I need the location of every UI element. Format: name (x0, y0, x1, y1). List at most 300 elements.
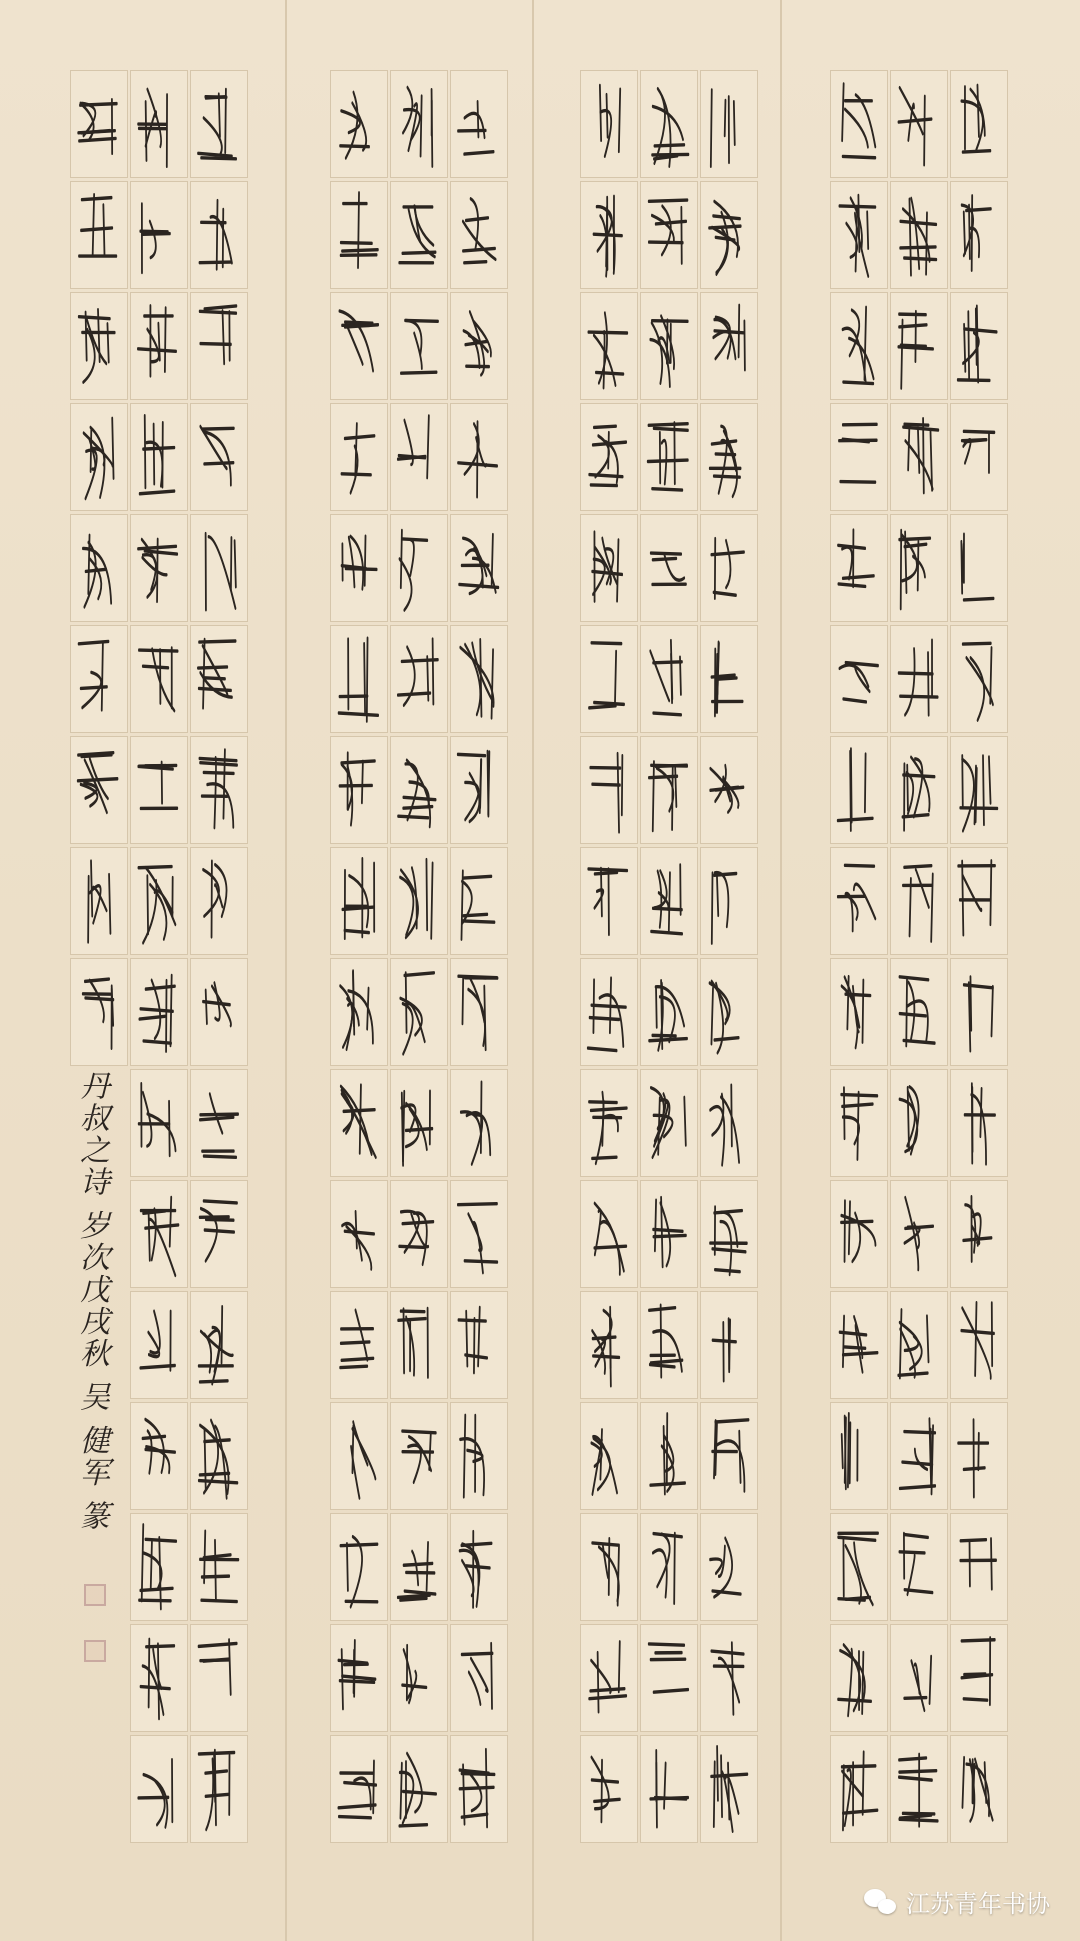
glyph-cell (830, 1513, 888, 1621)
glyph-cell (190, 847, 248, 955)
seal-script-character (951, 848, 1007, 954)
seal-script-character (831, 71, 887, 177)
glyph-cell (130, 181, 188, 289)
glyph-cell (450, 1069, 508, 1177)
glyph-cell (130, 847, 188, 955)
seal-script-character (701, 1625, 757, 1731)
seal-script-character (331, 293, 387, 399)
seal-script-character (451, 1736, 507, 1842)
glyph-cell (450, 1735, 508, 1843)
seal-script-character (131, 1292, 187, 1398)
seal-script-character (641, 1181, 697, 1287)
seal-script-character (891, 959, 947, 1065)
glyph-cell (330, 625, 388, 733)
glyph-cell (700, 70, 758, 178)
seal-script-character (831, 1292, 887, 1398)
seal-script-character (391, 515, 447, 621)
seal-script-character (391, 1514, 447, 1620)
glyph-cell (640, 625, 698, 733)
glyph-cell (890, 625, 948, 733)
glyph-cell (450, 1402, 508, 1510)
glyph-cell (890, 736, 948, 844)
glyph-cell (450, 1513, 508, 1621)
glyph-cell (830, 514, 888, 622)
glyph-cell (330, 70, 388, 178)
seal-script-character (641, 737, 697, 843)
seal-script-character (191, 1292, 247, 1398)
glyph-cell (700, 403, 758, 511)
glyph-cell (70, 181, 128, 289)
seal-script-character (581, 1403, 637, 1509)
seal-script-character (71, 737, 127, 843)
glyph-cell (580, 403, 638, 511)
seal-script-character (71, 293, 127, 399)
seal-script-character (831, 848, 887, 954)
artist-inscription: 丹叔之诗 岁次戊戌秋 吴 健军 篆 (74, 1070, 109, 1533)
glyph-cell (450, 403, 508, 511)
seal-script-character (831, 1514, 887, 1620)
seal-script-character (71, 626, 127, 732)
seal-script-character (331, 1070, 387, 1176)
glyph-cell (700, 1069, 758, 1177)
glyph-cell (890, 181, 948, 289)
seal-script-character (131, 404, 187, 510)
seal-script-character (451, 1514, 507, 1620)
glyph-cell (640, 1624, 698, 1732)
seal-script-character (131, 515, 187, 621)
seal-script-character (391, 182, 447, 288)
seal-script-character (391, 1181, 447, 1287)
seal-script-character (831, 404, 887, 510)
glyph-cell (130, 1513, 188, 1621)
seal-script-character (581, 848, 637, 954)
seal-script-character (391, 1625, 447, 1731)
seal-script-character (71, 848, 127, 954)
seal-script-character (451, 1292, 507, 1398)
glyph-cell (830, 1735, 888, 1843)
seal-script-character (131, 1403, 187, 1509)
seal-script-character (191, 1514, 247, 1620)
glyph-cell (890, 1180, 948, 1288)
glyph-cell (130, 736, 188, 844)
glyph-cell (450, 514, 508, 622)
glyph-cell (580, 1069, 638, 1177)
glyph-cell (580, 292, 638, 400)
glyph-cell (700, 181, 758, 289)
seal-script-character (891, 1403, 947, 1509)
seal-script-character (641, 1625, 697, 1731)
glyph-cell (70, 70, 128, 178)
seal-script-character (191, 959, 247, 1065)
seal-script-character (191, 848, 247, 954)
glyph-cell (130, 958, 188, 1066)
seal-script-character (391, 1736, 447, 1842)
glyph-cell (70, 514, 128, 622)
glyph-cell (190, 1402, 248, 1510)
glyph-cell (640, 292, 698, 400)
glyph-cell (890, 292, 948, 400)
seal-script-character (641, 1736, 697, 1842)
glyph-cell (190, 403, 248, 511)
seal-script-character (71, 404, 127, 510)
seal-script-character (831, 293, 887, 399)
seal-script-character (131, 1070, 187, 1176)
glyph-cell (330, 1735, 388, 1843)
glyph-cell (950, 625, 1008, 733)
seal-script-character (71, 959, 127, 1065)
glyph-cell (70, 403, 128, 511)
seal-script-character (641, 1403, 697, 1509)
seal-script-character (641, 959, 697, 1065)
glyph-cell (580, 847, 638, 955)
glyph-cell (390, 1402, 448, 1510)
seal-script-character (701, 959, 757, 1065)
seal-script-character (581, 1070, 637, 1176)
glyph-cell (130, 1402, 188, 1510)
seal-script-character (191, 1736, 247, 1842)
seal-script-character (951, 1070, 1007, 1176)
seal-script-character (641, 182, 697, 288)
glyph-cell (450, 958, 508, 1066)
glyph-cell (390, 847, 448, 955)
glyph-cell (640, 1513, 698, 1621)
watermark-text: 江苏青年书协 (906, 1890, 1050, 1918)
seal-script-character (391, 404, 447, 510)
glyph-cell (70, 625, 128, 733)
seal-script-character (451, 1070, 507, 1176)
glyph-cell (450, 70, 508, 178)
glyph-cell (950, 292, 1008, 400)
seal-script-character (581, 959, 637, 1065)
seal-script-character (451, 1403, 507, 1509)
glyph-cell (950, 1180, 1008, 1288)
seal-script-character (641, 1070, 697, 1176)
seal-script-character (701, 515, 757, 621)
seal-script-character (701, 1403, 757, 1509)
seal-script-character (701, 1292, 757, 1398)
glyph-cell (390, 1735, 448, 1843)
glyph-cell (450, 1291, 508, 1399)
glyph-cell (450, 625, 508, 733)
glyph-cell (190, 1069, 248, 1177)
glyph-cell (830, 1402, 888, 1510)
seal-script-character (451, 515, 507, 621)
glyph-cell (190, 736, 248, 844)
seal-script-character (831, 515, 887, 621)
glyph-cell (190, 70, 248, 178)
seal-script-character (191, 1625, 247, 1731)
glyph-cell (950, 1624, 1008, 1732)
seal-script-character (641, 1292, 697, 1398)
seal-script-character (951, 1181, 1007, 1287)
artist-seal (84, 1640, 106, 1662)
glyph-cell (830, 958, 888, 1066)
seal-script-character (331, 1736, 387, 1842)
glyph-cell (190, 625, 248, 733)
glyph-cell (640, 181, 698, 289)
seal-script-character (951, 1514, 1007, 1620)
glyph-cell (890, 1069, 948, 1177)
glyph-cell (190, 1624, 248, 1732)
seal-script-character (951, 737, 1007, 843)
seal-script-character (641, 404, 697, 510)
glyph-cell (640, 1291, 698, 1399)
glyph-cell (640, 1735, 698, 1843)
glyph-cell (890, 70, 948, 178)
glyph-cell (450, 736, 508, 844)
glyph-cell (830, 736, 888, 844)
seal-script-character (391, 1292, 447, 1398)
glyph-cell (640, 958, 698, 1066)
seal-script-character (131, 1625, 187, 1731)
seal-script-character (951, 959, 1007, 1065)
glyph-cell (450, 1624, 508, 1732)
glyph-cell (640, 1069, 698, 1177)
seal-script-character (131, 182, 187, 288)
glyph-cell (390, 1069, 448, 1177)
seal-script-character (951, 293, 1007, 399)
seal-script-character (831, 1625, 887, 1731)
glyph-cell (950, 70, 1008, 178)
glyph-cell (580, 958, 638, 1066)
glyph-cell (700, 1180, 758, 1288)
glyph-cell (390, 181, 448, 289)
glyph-cell (700, 1513, 758, 1621)
seal-script-character (891, 1514, 947, 1620)
glyph-cell (390, 403, 448, 511)
seal-script-character (131, 1736, 187, 1842)
glyph-cell (580, 1513, 638, 1621)
seal-script-character (831, 1181, 887, 1287)
seal-script-character (581, 182, 637, 288)
glyph-cell (450, 1180, 508, 1288)
glyph-cell (640, 514, 698, 622)
seal-script-character (581, 71, 637, 177)
glyph-cell (580, 1402, 638, 1510)
glyph-cell (890, 1291, 948, 1399)
seal-script-character (331, 848, 387, 954)
seal-script-character (191, 404, 247, 510)
glyph-cell (950, 1402, 1008, 1510)
seal-script-character (581, 1736, 637, 1842)
seal-script-character (391, 1070, 447, 1176)
seal-script-character (331, 1403, 387, 1509)
seal-script-character (581, 1514, 637, 1620)
glyph-cell (830, 181, 888, 289)
seal-script-character (191, 182, 247, 288)
seal-script-character (891, 1292, 947, 1398)
seal-script-character (891, 404, 947, 510)
glyph-cell (70, 736, 128, 844)
glyph-cell (390, 1180, 448, 1288)
seal-script-character (581, 1181, 637, 1287)
glyph-cell (330, 958, 388, 1066)
glyph-cell (830, 403, 888, 511)
glyph-cell (390, 1624, 448, 1732)
seal-script-character (451, 71, 507, 177)
glyph-cell (890, 847, 948, 955)
glyph-cell (190, 514, 248, 622)
seal-script-character (641, 515, 697, 621)
glyph-cell (580, 1624, 638, 1732)
glyph-cell (700, 1735, 758, 1843)
seal-script-character (331, 71, 387, 177)
glyph-cell (580, 1291, 638, 1399)
glyph-cell (950, 514, 1008, 622)
seal-script-character (391, 1403, 447, 1509)
seal-script-character (581, 293, 637, 399)
glyph-cell (890, 514, 948, 622)
seal-script-character (831, 959, 887, 1065)
glyph-cell (580, 736, 638, 844)
seal-script-character (191, 737, 247, 843)
seal-script-character (951, 1736, 1007, 1842)
seal-script-character (891, 182, 947, 288)
glyph-cell (70, 847, 128, 955)
seal-script-character (451, 959, 507, 1065)
glyph-cell (450, 847, 508, 955)
seal-script-character (641, 71, 697, 177)
glyph-cell (130, 1624, 188, 1732)
seal-script-character (831, 1070, 887, 1176)
seal-script-character (581, 626, 637, 732)
seal-script-character (131, 71, 187, 177)
glyph-cell (700, 1291, 758, 1399)
seal-script-character (131, 1514, 187, 1620)
glyph-cell (130, 403, 188, 511)
glyph-cell (830, 625, 888, 733)
seal-script-character (891, 1070, 947, 1176)
seal-script-character (331, 1181, 387, 1287)
seal-script-character (581, 515, 637, 621)
seal-script-character (451, 848, 507, 954)
glyph-cell (330, 736, 388, 844)
seal-script-character (831, 182, 887, 288)
seal-script-character (951, 1292, 1007, 1398)
glyph-cell (580, 625, 638, 733)
seal-script-character (831, 1403, 887, 1509)
glyph-cell (130, 1180, 188, 1288)
seal-script-character (701, 293, 757, 399)
seal-script-character (451, 1181, 507, 1287)
glyph-cell (830, 1069, 888, 1177)
glyph-cell (450, 181, 508, 289)
glyph-cell (390, 958, 448, 1066)
glyph-cell (190, 292, 248, 400)
wechat-icon (864, 1887, 898, 1917)
seal-script-character (451, 1625, 507, 1731)
glyph-cell (890, 403, 948, 511)
glyph-cell (890, 1624, 948, 1732)
seal-script-character (191, 1181, 247, 1287)
glyph-cell (190, 1513, 248, 1621)
seal-script-character (191, 1403, 247, 1509)
glyph-cell (950, 958, 1008, 1066)
seal-script-character (831, 626, 887, 732)
seal-script-character (331, 1514, 387, 1620)
glyph-cell (390, 1513, 448, 1621)
seal-script-character (641, 293, 697, 399)
seal-script-character (701, 848, 757, 954)
glyph-cell (830, 847, 888, 955)
seal-script-character (581, 1625, 637, 1731)
glyph-cell (950, 1291, 1008, 1399)
seal-script-character (581, 404, 637, 510)
glyph-cell (330, 1513, 388, 1621)
glyph-cell (390, 514, 448, 622)
glyph-cell (190, 1735, 248, 1843)
glyph-cell (330, 1291, 388, 1399)
glyph-cell (330, 1402, 388, 1510)
glyph-cell (390, 1291, 448, 1399)
glyph-cell (70, 958, 128, 1066)
seal-script-character (701, 1181, 757, 1287)
seal-script-character (701, 1514, 757, 1620)
seal-script-character (331, 404, 387, 510)
glyph-cell (640, 847, 698, 955)
seal-script-character (391, 959, 447, 1065)
panel-divider (532, 0, 534, 1941)
glyph-cell (580, 181, 638, 289)
seal-script-character (581, 1292, 637, 1398)
glyph-cell (580, 1180, 638, 1288)
seal-script-character (391, 626, 447, 732)
glyph-cell (640, 1402, 698, 1510)
seal-script-character (331, 1292, 387, 1398)
seal-script-character (951, 71, 1007, 177)
seal-script-character (131, 626, 187, 732)
glyph-cell (130, 292, 188, 400)
seal-script-character (891, 626, 947, 732)
seal-script-character (71, 182, 127, 288)
glyph-cell (640, 736, 698, 844)
seal-script-character (701, 1736, 757, 1842)
glyph-cell (700, 292, 758, 400)
seal-script-character (701, 182, 757, 288)
glyph-cell (640, 403, 698, 511)
seal-script-character (641, 848, 697, 954)
panel-divider (285, 0, 287, 1941)
glyph-cell (130, 1735, 188, 1843)
seal-script-character (891, 1625, 947, 1731)
glyph-cell (390, 70, 448, 178)
glyph-cell (70, 292, 128, 400)
glyph-cell (190, 1291, 248, 1399)
seal-script-character (701, 626, 757, 732)
glyph-cell (390, 625, 448, 733)
seal-script-character (831, 1736, 887, 1842)
seal-script-character (331, 626, 387, 732)
seal-script-character (131, 848, 187, 954)
seal-script-character (951, 626, 1007, 732)
glyph-cell (890, 1513, 948, 1621)
glyph-cell (700, 736, 758, 844)
seal-script-character (331, 737, 387, 843)
glyph-cell (830, 1291, 888, 1399)
glyph-cell (950, 736, 1008, 844)
glyph-cell (950, 403, 1008, 511)
seal-script-character (391, 71, 447, 177)
seal-script-character (391, 737, 447, 843)
seal-script-character (891, 737, 947, 843)
seal-script-character (891, 1181, 947, 1287)
seal-script-character (331, 1625, 387, 1731)
seal-script-character (131, 959, 187, 1065)
seal-script-character (641, 626, 697, 732)
seal-script-character (131, 737, 187, 843)
glyph-cell (700, 514, 758, 622)
seal-script-character (581, 737, 637, 843)
